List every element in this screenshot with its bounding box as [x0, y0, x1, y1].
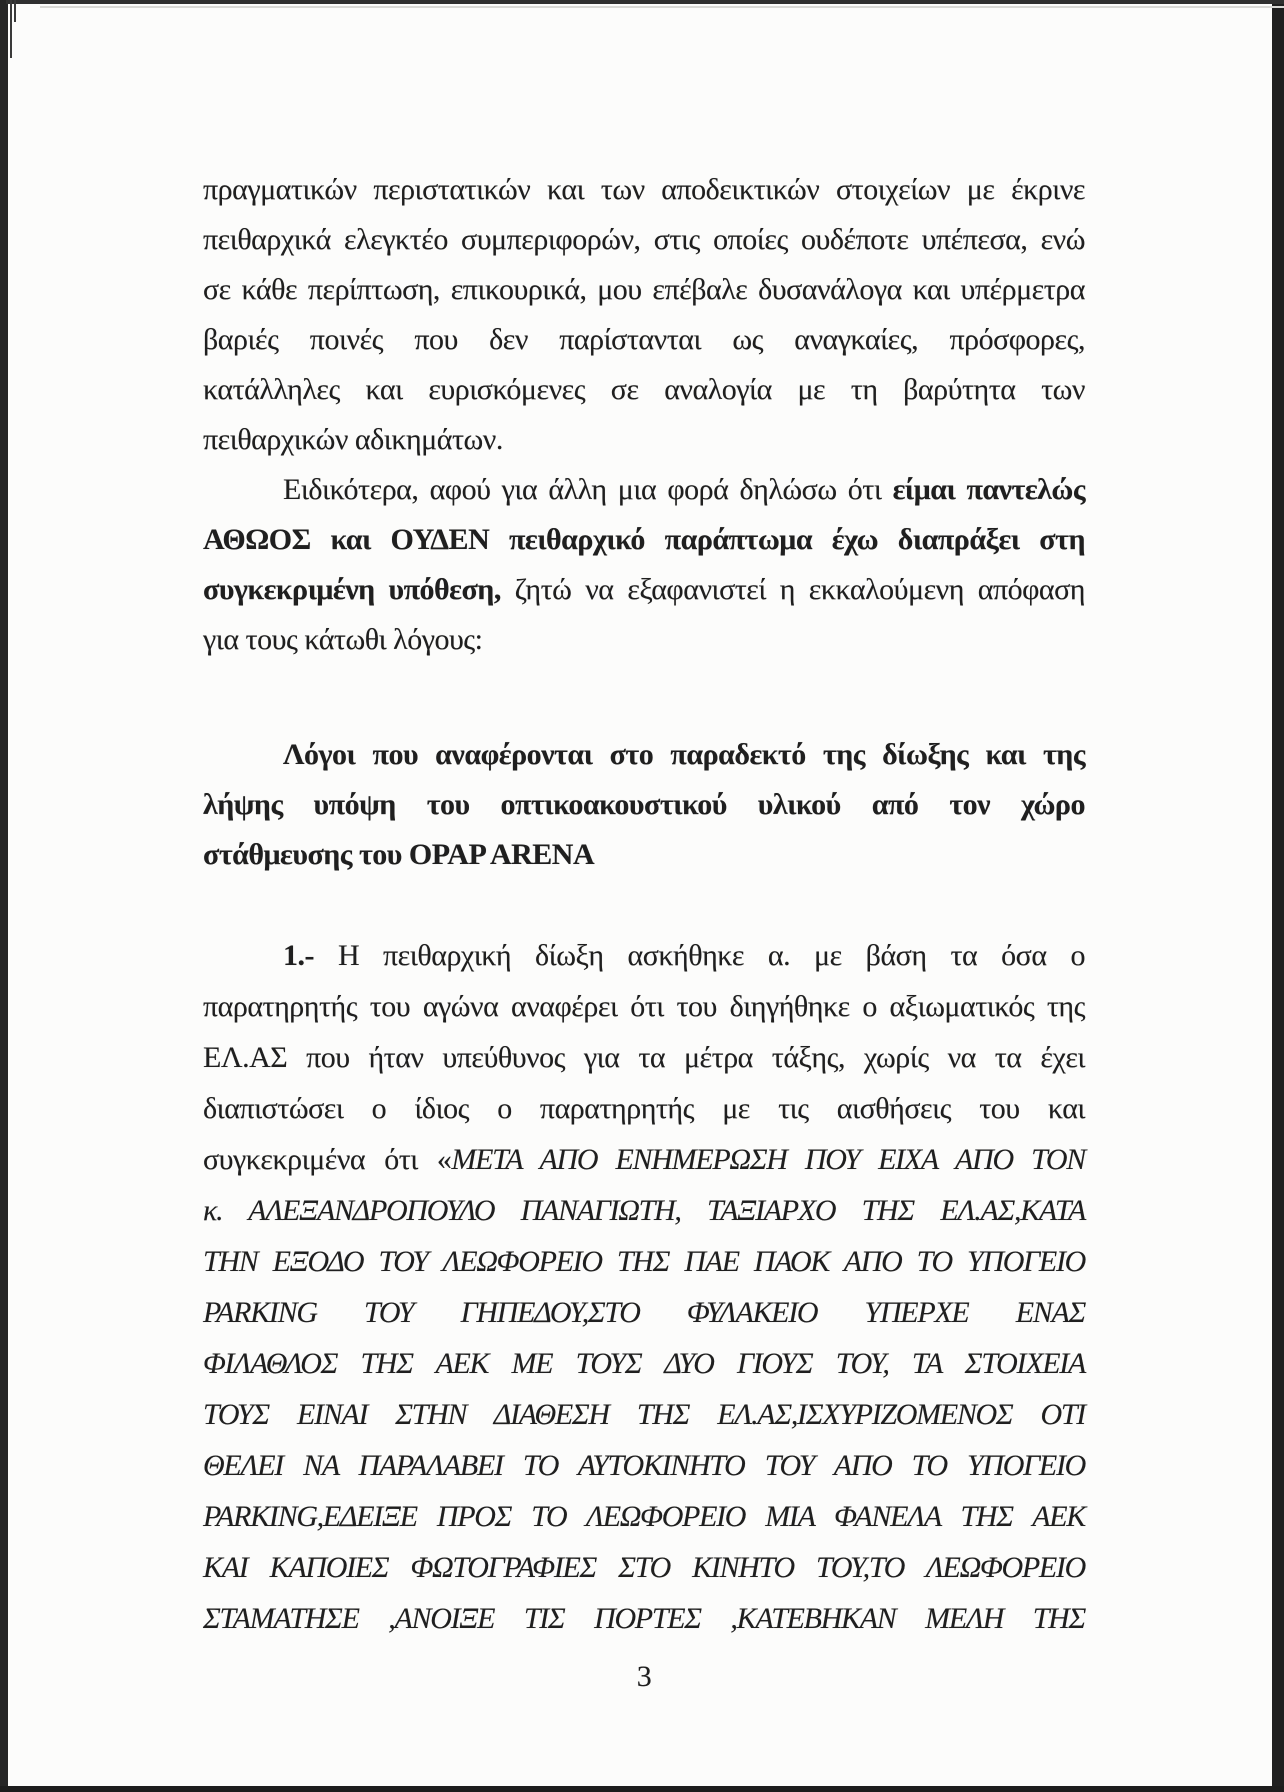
- quote-line: ΤΟΥΣ ΕΙΝΑΙ ΣΤΗΝ ΔΙΑΘΕΣΗ ΤΗΣ ΕΛ.ΑΣ,ΙΣΧΥΡΙΖΟΜΕΝΟΣ ΟΤΙ: [203, 1398, 1085, 1431]
- section-heading: [203, 730, 1085, 880]
- paragraph-declaration: [203, 465, 1085, 665]
- quote-line: PARKING ΤΟΥ ΓΗΠΕΔΟΥ,ΣΤΟ ΦΥΛΑΚΕΙΟ ΥΠΕΡΧΕ ΕΝΑΣ: [203, 1296, 1085, 1329]
- page-body-text: [203, 165, 1085, 1702]
- regular-segment: ζητώ να εξαφανιστεί η εκκαλούμενη απόφαση: [500, 573, 1086, 606]
- scan-edge-right: [1272, 0, 1284, 1792]
- text-line: πειθαρχικών αδικημάτων.: [203, 423, 503, 456]
- text-line: [203, 930, 1085, 981]
- quote-line: ΣΤΑΜΑΤΗΣΕ ,ΑΝΟΙΞΕ ΤΙΣ ΠΟΡΤΕΣ ,ΚΑΤΕΒΗΚΑΝ ΜΕΛΗ ΤΗΣ: [203, 1602, 1085, 1635]
- quote-line: ΦΙΛΑΘΛΟΣ ΤΗΣ ΑΕΚ ΜΕ ΤΟΥΣ ΔΥΟ ΓΙΟΥΣ ΤΟΥ, ΤΑ ΣΤΟΙΧΕΙΑ: [203, 1347, 1085, 1380]
- quote-line: ΚΑΙ ΚΑΠΟΙΕΣ ΦΩΤΟΓΡΑΦΙΕΣ ΣΤΟ ΚΙΝΗΤΟ ΤΟΥ,ΤΟ ΛΕΩΦΟΡΕΙΟ: [203, 1551, 1085, 1584]
- text-line: [203, 465, 1085, 515]
- heading-line: στάθμευσης του OPAP ARENA: [203, 838, 595, 871]
- text-line: παρατηρητής του αγώνα αναφέρει ότι του διηγήθηκε ο αξιωματικός της: [203, 990, 1085, 1023]
- scan-artifact-tick: [10, 0, 12, 58]
- scan-edge-left: [0, 0, 8, 1792]
- paragraph-continuation: [203, 165, 1085, 465]
- text-line: για τους κάτωθι λόγους:: [203, 623, 483, 656]
- heading-line: Λόγοι που αναφέρονται στο παραδεκτό της δίωξης και της: [283, 738, 1085, 771]
- text-line: πραγματικών περιστατικών και των αποδεικτικών στοιχείων με έκρινε: [203, 173, 1085, 206]
- bold-segment: είμαι παντελώς: [892, 473, 1085, 506]
- list-number: 1.-: [283, 939, 314, 972]
- page-number: 3: [636, 1660, 652, 1693]
- text-line: [203, 1134, 1085, 1185]
- quote-line: ΘΕΛΕΙ ΝΑ ΠΑΡΑΛΑΒΕΙ ΤΟ ΑΥΤΟΚΙΝΗΤΟ ΤΟΥ ΑΠΟ ΤΟ ΥΠΟΓΕΙΟ: [203, 1449, 1085, 1482]
- text-line: διαπιστώσει ο ίδιος ο παρατηρητής με τις αισθήσεις του και: [203, 1092, 1085, 1125]
- text-line: ΕΛ.ΑΣ που ήταν υπεύθυνος για τα μέτρα τάξης, χωρίς να τα έχει: [203, 1041, 1085, 1074]
- quote-line: ΤΗΝ ΕΞΟΔΟ ΤΟΥ ΛΕΩΦΟΡΕΙΟ ΤΗΣ ΠΑΕ ΠΑΟΚ ΑΠΟ ΤΟ ΥΠΟΓΕΙΟ: [203, 1245, 1085, 1278]
- scan-line-faint: [40, 6, 1284, 8]
- scan-artifact-tick: [14, 0, 16, 22]
- regular-segment: Η πειθαρχική δίωξη ασκήθηκε α. με βάση τα όσα ο: [314, 939, 1085, 972]
- paragraph-point-1: [203, 930, 1085, 1644]
- scan-edge-top: [6, 0, 1284, 4]
- regular-segment: Ειδικότερα, αφού για άλλη μια φορά δηλώσω ότι: [283, 473, 893, 506]
- regular-segment: συγκεκριμένα ότι «: [203, 1143, 452, 1176]
- text-line: σε κάθε περίπτωση, επικουρικά, μου επέβαλε δυσανάλογα και υπέρμετρα: [203, 273, 1085, 306]
- text-line: κατάλληλες και ευρισκόμενες σε αναλογία με τη βαρύτητα των: [203, 373, 1085, 406]
- text-line: βαριές ποινές που δεν παρίστανται ως αναγκαίες, πρόσφορες,: [203, 323, 1085, 356]
- italic-quote-segment: ΜΕΤΑ ΑΠΟ ΕΝΗΜΕΡΩΣΗ ΠΟΥ ΕΙΧΑ ΑΠΟ ΤΟΝ: [451, 1143, 1085, 1176]
- text-line: πειθαρχικά ελεγκτέο συμπεριφορών, στις οποίες ουδέποτε υπέπεσα, ενώ: [203, 223, 1085, 256]
- heading-line: λήψης υπόψη του οπτικοακουστικού υλικού από τον χώρο: [203, 788, 1085, 821]
- scan-edge-bottom: [0, 1786, 1284, 1792]
- quote-line: κ. ΑΛΕΞΑΝΔΡΟΠΟΥΛΟ ΠΑΝΑΓΙΩΤΗ, ΤΑΞΙΑΡΧΟ ΤΗΣ ΕΛ.ΑΣ,ΚΑΤΑ: [203, 1194, 1085, 1227]
- quote-line: PARKING,ΕΔΕΙΞΕ ΠΡΟΣ ΤΟ ΛΕΩΦΟΡΕΙΟ ΜΙΑ ΦΑΝΕΛΑ ΤΗΣ ΑΕΚ: [203, 1500, 1085, 1533]
- bold-segment: συγκεκριμένη υπόθεση,: [203, 573, 501, 606]
- text-line: ΑΘΩΟΣ και ΟΥΔΕΝ πειθαρχικό παράπτωμα έχω διαπράξει στη: [203, 523, 1085, 556]
- text-line: [203, 565, 1085, 615]
